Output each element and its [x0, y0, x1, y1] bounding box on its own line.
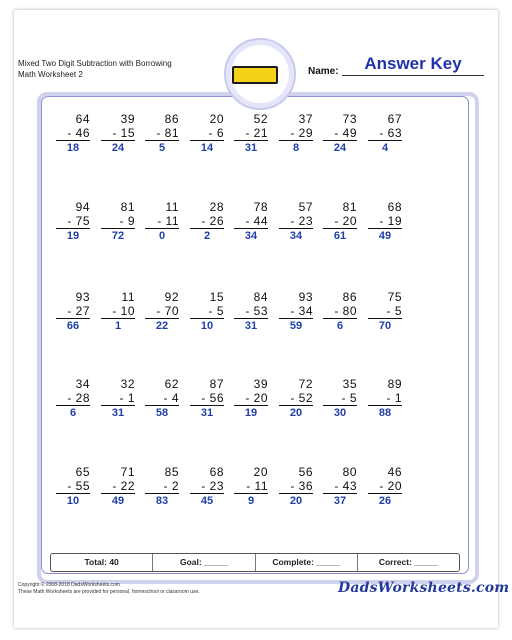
- minuend: 56: [298, 465, 313, 479]
- subtrahend: - 81: [145, 126, 179, 141]
- subtrahend: - 20: [368, 479, 402, 494]
- pencil-icon: [232, 66, 278, 84]
- answer: 2: [203, 230, 211, 242]
- answer: 58: [155, 407, 169, 419]
- problem: [190, 377, 224, 421]
- minuend: 86: [342, 290, 357, 304]
- problem: [323, 290, 357, 334]
- score-bar: [50, 553, 460, 572]
- subtrahend: - 80: [323, 304, 357, 319]
- answer: 20: [289, 495, 303, 507]
- minuend: 68: [209, 465, 224, 479]
- minuend: 32: [120, 377, 135, 391]
- minuend: 92: [164, 290, 179, 304]
- subtrahend: - 2: [145, 479, 179, 494]
- subtrahend: - 20: [234, 391, 268, 406]
- subtrahend: - 4: [145, 391, 179, 406]
- minuend: 80: [342, 465, 357, 479]
- problem: [56, 377, 90, 421]
- answer: 59: [289, 320, 303, 332]
- subtrahend: - 44: [234, 214, 268, 229]
- problem: [279, 465, 313, 509]
- problem: [323, 112, 357, 156]
- answer: 14: [200, 142, 214, 154]
- subtrahend: - 15: [101, 126, 135, 141]
- problem: [368, 290, 402, 334]
- answer: 70: [378, 320, 392, 332]
- name-line: [342, 75, 484, 76]
- minuend: 86: [164, 112, 179, 126]
- minuend: 81: [120, 200, 135, 214]
- worksheet-title: [18, 58, 172, 80]
- problem: [234, 200, 268, 244]
- problem: [145, 112, 179, 156]
- problem: [190, 200, 224, 244]
- subtrahend: - 21: [234, 126, 268, 141]
- answer: 66: [66, 320, 80, 332]
- answer: 6: [69, 407, 77, 419]
- answer: 19: [66, 230, 80, 242]
- subtrahend: - 5: [368, 304, 402, 319]
- answer: 19: [244, 407, 258, 419]
- site-logo: DadsWorksheets.com: [338, 580, 510, 596]
- answer: 72: [111, 230, 125, 242]
- subtrahend: - 27: [56, 304, 90, 319]
- subtrahend: - 63: [368, 126, 402, 141]
- minuend: 11: [165, 200, 179, 214]
- minuend: 57: [298, 200, 313, 214]
- problem: [190, 290, 224, 334]
- subtrahend: - 28: [56, 391, 90, 406]
- subtrahend: - 36: [279, 479, 313, 494]
- complete-cell: Complete: _____: [255, 554, 357, 571]
- problem: [279, 112, 313, 156]
- problem: [101, 465, 135, 509]
- subtrahend: - 11: [234, 479, 268, 494]
- total-cell: Total: 40: [84, 557, 119, 567]
- minuend: 52: [253, 112, 268, 126]
- minuend: 89: [387, 377, 402, 391]
- problem: [323, 377, 357, 421]
- minuend: 39: [253, 377, 268, 391]
- answer: 5: [158, 142, 166, 154]
- answer: 6: [336, 320, 344, 332]
- answer: 0: [158, 230, 166, 242]
- answer: 34: [244, 230, 258, 242]
- minuend: 28: [209, 200, 224, 214]
- answer: 9: [247, 495, 255, 507]
- problem: [56, 200, 90, 244]
- answer-key-text: Answer Key: [364, 54, 462, 73]
- subtrahend: - 1: [368, 391, 402, 406]
- minuend: 39: [120, 112, 135, 126]
- problem: [279, 290, 313, 334]
- problem: [145, 377, 179, 421]
- answer: 88: [378, 407, 392, 419]
- copyright-line-2: These Math Worksheets are provided for personal, homeschool or classroom use.: [18, 589, 200, 595]
- subtrahend: - 70: [145, 304, 179, 319]
- problem: [368, 112, 402, 156]
- problem: [368, 200, 402, 244]
- problem: [279, 377, 313, 421]
- subtrahend: - 20: [323, 214, 357, 229]
- subtrahend: - 43: [323, 479, 357, 494]
- minuend: 35: [342, 377, 357, 391]
- problem: [323, 465, 357, 509]
- problem: [190, 112, 224, 156]
- minuend: 34: [75, 377, 90, 391]
- minuend: 20: [253, 465, 268, 479]
- name-label: Name:: [308, 66, 339, 77]
- problem: [368, 465, 402, 509]
- answer: 26: [378, 495, 392, 507]
- problem: [234, 377, 268, 421]
- problem: [101, 377, 135, 421]
- problem: [368, 377, 402, 421]
- answer: 10: [200, 320, 214, 332]
- subtrahend: - 22: [101, 479, 135, 494]
- subtrahend: - 1: [101, 391, 135, 406]
- answer: 83: [155, 495, 169, 507]
- minuend: 75: [387, 290, 402, 304]
- minuend: 81: [342, 200, 357, 214]
- minuend: 68: [387, 200, 402, 214]
- minuend: 11: [121, 290, 135, 304]
- minuend: 67: [387, 112, 402, 126]
- subtrahend: - 56: [190, 391, 224, 406]
- subtrahend: - 29: [279, 126, 313, 141]
- subtrahend: - 5: [190, 304, 224, 319]
- copyright-line-1: Copyright © 2008-2018 DadsWorksheets.com: [18, 582, 120, 588]
- answer: 10: [66, 495, 80, 507]
- minuend: 71: [120, 465, 135, 479]
- answer: 18: [66, 142, 80, 154]
- answer: 49: [111, 495, 125, 507]
- answer: 4: [381, 142, 389, 154]
- minuend: 62: [164, 377, 179, 391]
- problem: [145, 200, 179, 244]
- problem: [101, 200, 135, 244]
- answer: 31: [244, 142, 258, 154]
- subtrahend: - 34: [279, 304, 313, 319]
- answer: 34: [289, 230, 303, 242]
- minuend: 84: [253, 290, 268, 304]
- minuend: 65: [75, 465, 90, 479]
- problem: [101, 112, 135, 156]
- answer: 1: [114, 320, 122, 332]
- subtrahend: - 55: [56, 479, 90, 494]
- answer: 22: [155, 320, 169, 332]
- problem: [56, 465, 90, 509]
- problem: [234, 112, 268, 156]
- subtrahend: - 49: [323, 126, 357, 141]
- problem: [145, 290, 179, 334]
- subtrahend: - 46: [56, 126, 90, 141]
- subtrahend: - 11: [145, 214, 179, 229]
- minuend: 94: [75, 200, 90, 214]
- subtrahend: - 53: [234, 304, 268, 319]
- subtrahend: - 26: [190, 214, 224, 229]
- subtrahend: - 52: [279, 391, 313, 406]
- subtrahend: - 23: [279, 214, 313, 229]
- problem: [234, 465, 268, 509]
- subtrahend: - 10: [101, 304, 135, 319]
- answer: 24: [111, 142, 125, 154]
- problem: [323, 200, 357, 244]
- subtrahend: - 9: [101, 214, 135, 229]
- answer: 24: [333, 142, 347, 154]
- problem: [56, 290, 90, 334]
- title-line-1: Mixed Two Digit Subtraction with Borrowing: [18, 59, 172, 68]
- minuend: 93: [298, 290, 313, 304]
- answer: 49: [378, 230, 392, 242]
- answer: 37: [333, 495, 347, 507]
- minuend: 73: [342, 112, 357, 126]
- minuend: 87: [209, 377, 224, 391]
- copyright-notice: [18, 582, 200, 596]
- correct-cell: Correct: _____: [357, 554, 459, 571]
- minuend: 93: [75, 290, 90, 304]
- answer: 45: [200, 495, 214, 507]
- answer: 8: [292, 142, 300, 154]
- problem: [279, 200, 313, 244]
- answer: 31: [111, 407, 125, 419]
- subtrahend: - 5: [323, 391, 357, 406]
- minuend: 37: [298, 112, 313, 126]
- answer: 20: [289, 407, 303, 419]
- minuend: 20: [209, 112, 224, 126]
- minuend: 72: [298, 377, 313, 391]
- minuend: 46: [387, 465, 402, 479]
- problem: [56, 112, 90, 156]
- subtrahend: - 6: [190, 126, 224, 141]
- subtrahend: - 23: [190, 479, 224, 494]
- answer: 31: [200, 407, 214, 419]
- answer: 30: [333, 407, 347, 419]
- subtrahend: - 75: [56, 214, 90, 229]
- minuend: 64: [75, 112, 90, 126]
- minuend: 85: [164, 465, 179, 479]
- goal-cell: Goal: _____: [152, 554, 254, 571]
- problem: [101, 290, 135, 334]
- minuend: 78: [253, 200, 268, 214]
- answer: 61: [333, 230, 347, 242]
- subtrahend: - 19: [368, 214, 402, 229]
- problem: [234, 290, 268, 334]
- problem: [145, 465, 179, 509]
- title-line-2: Math Worksheet 2: [18, 70, 83, 79]
- problem: [190, 465, 224, 509]
- answer: 31: [244, 320, 258, 332]
- minuend: 15: [209, 290, 224, 304]
